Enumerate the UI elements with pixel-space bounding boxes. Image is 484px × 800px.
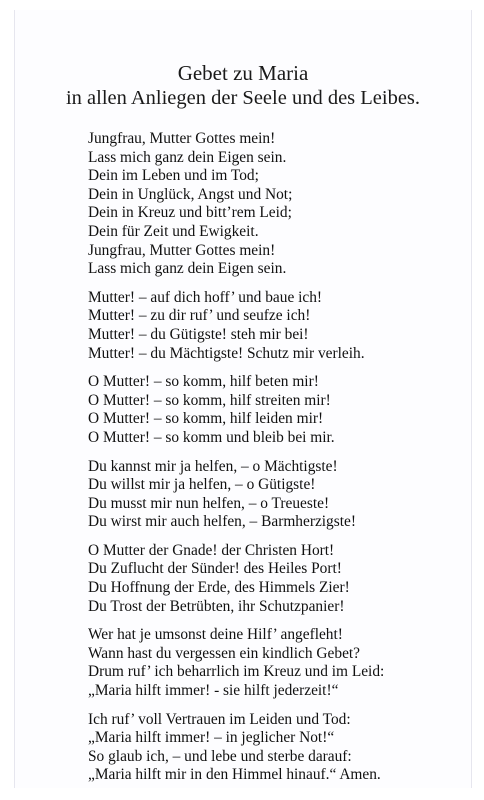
verse-line: Lass mich ganz dein Eigen sein. <box>88 260 287 278</box>
verse-line: „Maria hilft immer! – in jeglicher Not!“ <box>88 729 335 747</box>
verse-line: Du Trost der Betrübten, ihr Schutzpanier! <box>88 597 345 615</box>
verse-line: O Mutter der Gnade! der Christen Hort! <box>88 541 335 559</box>
stanza-4 <box>88 458 484 532</box>
verse-line: Dein in Kreuz und bitt’rem Leid; <box>88 204 292 222</box>
verse-line: Du willst mir ja helfen, – o Gütigste! <box>88 476 316 494</box>
stanza-5 <box>88 542 484 616</box>
verse-line: „Maria hilft mir in den Himmel hinauf.“ Amen. <box>88 766 381 784</box>
verse-line: Ich ruf’ voll Vertrauen im Leiden und Tod: <box>88 710 351 728</box>
verse-line: Mutter! – du Gütigste! steh mir bei! <box>88 325 309 343</box>
verse-line: Mutter! – du Mächtigste! Schutz mir verleih. <box>88 344 365 362</box>
verse-line: Dein für Zeit und Ewigkeit. <box>88 222 259 240</box>
verse-line: Du Zuflucht der Sünder! des Heiles Port! <box>88 560 342 578</box>
stanza-7 <box>88 711 484 785</box>
verse-line: O Mutter! – so komm, hilf leiden mir! <box>88 410 324 428</box>
stanza-1 <box>88 130 484 279</box>
verse-line: Mutter! – zu dir ruf’ und seufze ich! <box>88 307 311 325</box>
verse-line: Mutter! – auf dich hoff’ und baue ich! <box>88 288 323 306</box>
stanza-2 <box>88 289 484 363</box>
verse-line: Jungfrau, Mutter Gottes mein! <box>88 130 276 147</box>
stanza-3 <box>88 373 484 447</box>
title-main: Gebet zu Maria <box>177 61 309 85</box>
verse-line: O Mutter! – so komm, hilf beten mir! <box>88 373 319 391</box>
verse-line: Wer hat je umsonst deine Hilf’ angefleht! <box>88 626 343 644</box>
verse-line: O Mutter! – so komm, hilf streiten mir! <box>88 391 331 409</box>
verse-line: Jungfrau, Mutter Gottes mein! <box>88 241 276 259</box>
verse-line: Lass mich ganz dein Eigen sein. <box>88 148 287 166</box>
verse-line: So glaub ich, – und lebe und sterbe darauf: <box>88 747 352 765</box>
stanza-6 <box>88 626 484 700</box>
verse-line: Du Hoffnung der Erde, des Himmels Zier! <box>88 579 350 597</box>
verse-line: „Maria hilft immer! - sie hilft jederzeit!“ <box>88 682 339 700</box>
verse-line: Dein im Leben und im Tod; <box>88 167 259 185</box>
prayer-text <box>88 130 484 795</box>
verse-line: Dein in Unglück, Angst und Not; <box>88 185 293 203</box>
prayer-title <box>15 61 471 111</box>
verse-line: Wann hast du vergessen ein kindlich Gebet? <box>88 644 361 662</box>
verse-line: Du kannst mir ja helfen, – o Mächtigste! <box>88 457 338 475</box>
title-subtitle: in allen Anliegen der Seele und des Leibes. <box>65 87 421 109</box>
verse-line: O Mutter! – so komm und bleib bei mir. <box>88 428 335 446</box>
verse-line: Drum ruf’ ich beharrlich im Kreuz und im Leid: <box>88 663 385 681</box>
prayer-card <box>14 10 472 788</box>
verse-line: Du wirst mir auch helfen, – Barmherzigste! <box>88 513 356 531</box>
verse-line: Du musst mir nun helfen, – o Treueste! <box>88 494 330 512</box>
